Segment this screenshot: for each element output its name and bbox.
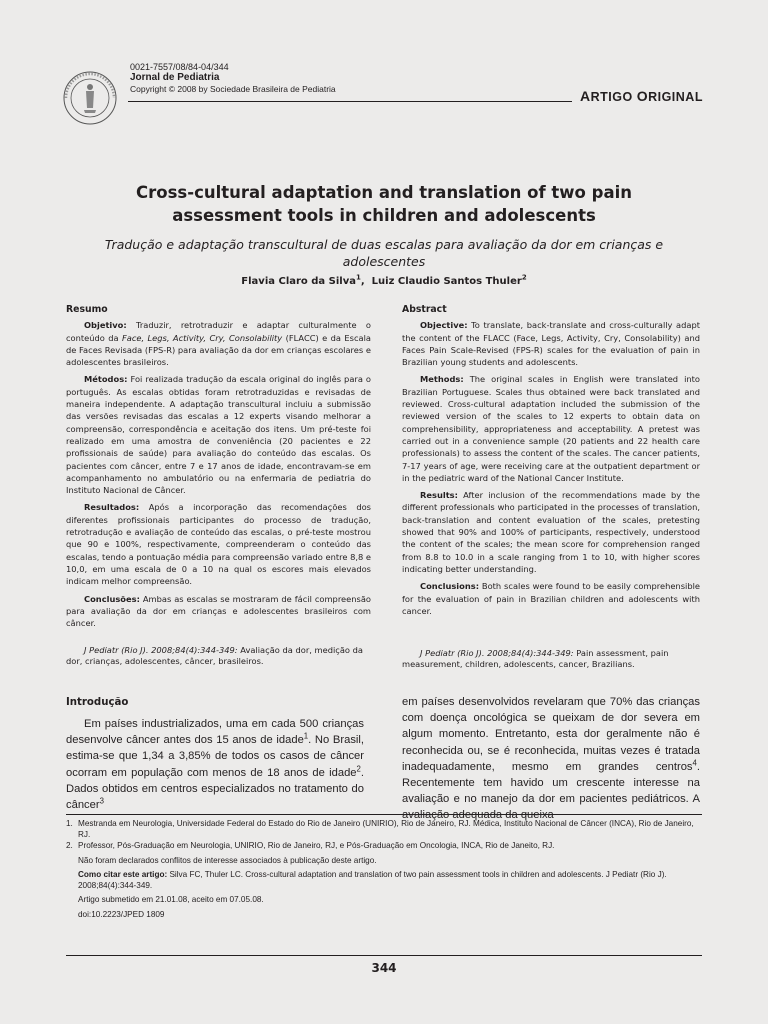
resumo-objetivo: Objetivo: Traduzir, retrotraduzir e adaptar culturalmente o conteúdo da Face, Legs, Activity, Cry, Consolability (FLACC) e da Escala de Faces Revisada (FPS-R) para avaliação da dor em crianças escolares e adolescentes brasileiros.: [66, 320, 372, 368]
article-subtitle: Tradução e adaptação transcultural de duas escalas para avaliação da dor em crianças e adolescentes: [104, 237, 664, 269]
journal-name: Jornal de Pediatria: [130, 72, 220, 83]
article-title: Cross-cultural adaptation and translation of two pain assessment tools in children and adolescents: [136, 183, 632, 225]
resumo-metodos: Métodos: Foi realizada tradução da escala original do inglês para o português. As escalas obtidas foram retrotraduzidas e revisadas de maneira independente. A adaptação transcultural incluiu a submissão das versões revisadas das escalas a 12 experts visando melhorar a compreensão, correspondência e aceitação dos itens. Um pré-teste foi realizado em uma amostra de conveniência (20 pacientes e 22 profissionais de saúde) para avaliação do conteúdo das escalas. Os pacientes com câncer, entre 7 e 17 anos de idade, encontravam-se em acompanhamento no ambulatório ou na enfermaria de pediatria do Instituto Nacional de Câncer.: [66, 374, 372, 496]
footnote-2: Professor, Pós-Graduação em Neurologia, UNIRIO, Rio de Janeiro, RJ, e Pós-Graduação em Oncologia, INCA, Rio de Janeito, RJ.: [78, 841, 555, 850]
abstract-keywords: J Pediatr (Rio J). 2008;84(4):344-349: Pain assessment, pain measurement, children, adolescents, cancer, Brazilians.: [402, 648, 669, 669]
intro-heading: Introdução: [66, 697, 129, 708]
resumo-conclusoes: Conclusões: Ambas as escalas se mostraram de fácil compreensão para avaliação da dor em crianças e adolescentes brasileiros com câncer.: [66, 593, 371, 629]
intro-left-text: Em países industrializados, uma em cada 500 crianças desenvolve câncer antes dos 15 anos de idade$^1$. No Brasil, estima-se que 1,34 a 3,85% de todos os casos de câncer ocorram em população com menos de 18 anos de idade$^2$. Dados obtidos em centros especializados no tratamento do câncer$^3$: [66, 718, 364, 812]
abstract-heading: Abstract: [402, 304, 447, 315]
resumo-keywords: J Pediatr (Rio J). 2008;84(4):344-349: Avaliação da dor, medição da dor, crianças, adolescentes, câncer, brasileiros.: [66, 645, 363, 666]
abstract-methods: Methods: The original scales in English were translated into Brazilian Portuguese. Scales thus obtained were back translated and reviewed. Cross-cultural adaptation included the submission of the reviewed version of the scales to 12 experts to obtain data on comprehensibility, appropriateness and acceptability. A pretest was carried out in a convenience sample (20 patients and 22 health care professionals) to assess the content of the scales. The cancer patients, 7-17 years of age, were receiving care at the outpatient department or in the pediatric ward of the National Cancer Institute.: [402, 374, 700, 483]
resumo-heading: Resumo: [66, 304, 108, 315]
abstract-conclusions: Conclusions: Both scales were found to be easily comprehensible for the evaluation of pain in Brazilian children and adolescents with cancer.: [402, 581, 700, 616]
resumo-section: [66, 304, 371, 634]
issn: 0021-7557/08/84-04/344: [130, 62, 229, 72]
intro-right-text: em países desenvolvidos revelaram que 70% das crianças com doença oncológica se queixam de dor severa em algum momento. Entretanto, esta dor geralmente não é reconhecida ou, se é reconhecida, muitas vezes é tratada inadequadamente, mesmo em grandes centros$^4$. Recentemente tem havido um crescente interesse na avaliação e no manejo da dor em pacientes pediátricos. A avaliação adequada da queixa: [402, 696, 700, 822]
page-number: 344: [371, 961, 397, 975]
section-label: ARTIGO ORIGINAL: [580, 88, 703, 104]
abstract-objective: Objective: To translate, back-translate and cross-culturally adapt the content of the FLACC (Face, Legs, Activity, Cry, Consolability) and Faces Pain Scale-Revised (FPS-R) scales for the evaluation of pain in Brazilian young students and adolescents.: [402, 320, 700, 368]
header-rule: [128, 101, 572, 102]
citation-note: Como citar este artigo: Silva FC, Thuler LC. Cross-cultural adaptation and translation of two pain assessment tools in children and adolescents. J Pediatr (Rio J). 2008;84(4):344-349.: [78, 870, 667, 890]
bottom-rule: [66, 955, 702, 956]
doi: doi:10.2223/JPED 1809: [78, 910, 165, 919]
society-seal-icon: [62, 70, 118, 126]
footnote-2-number: 2.: [66, 841, 73, 850]
abstract-section: [402, 304, 700, 622]
submission-dates: Artigo submetido em 21.01.08, aceito em 07.05.08.: [78, 895, 264, 904]
conflict-statement: Não foram declarados conflitos de interesse associados à publicação deste artigo.: [78, 856, 377, 865]
footnote-rule: [66, 814, 702, 815]
abstract-results: Results: After inclusion of the recommendations made by the different professionals who participated in the processes of translation, back-translation and content evaluation of the scales, pretesting showed that 90% and 100% of participants, respectively, understood the content of the scales; the mean score for comprehension ranged from 8.8 to 10.0 in a scale ranging from 1 to 10, with higher scores indicating better understanding.: [402, 490, 700, 574]
footnote-1: Mestranda em Neurologia, Universidade Federal do Estado do Rio de Janeiro (UNIRIO), Rio de Janeiro, RJ. Médica, Instituto Nacional de Câncer (INCA), Rio de Janeiro, RJ.: [78, 819, 694, 839]
copyright: Copyright © 2008 by Sociedade Brasileira de Pediatria: [130, 84, 336, 94]
authors: Flavia Claro da Silva$^1$, Luiz Claudio Santos Thuler$^2$: [241, 273, 527, 287]
footnote-1-number: 1.: [66, 819, 73, 828]
resumo-resultados: Resultados: Após a incorporação das recomendações dos diferentes profissionais participantes do processo de tradução, retrotradução e avaliação de conteúdo das escalas, o pré-teste mostrou que 90 e 100%, respectivamente, compreenderam o conteúdo das escalas, tendo a pontuação média para compreensão variado entre 8,8 e 10,0, em uma escala de 0 a 10 na qual os escores mais elevados indicam melhor compreensão.: [66, 502, 371, 587]
